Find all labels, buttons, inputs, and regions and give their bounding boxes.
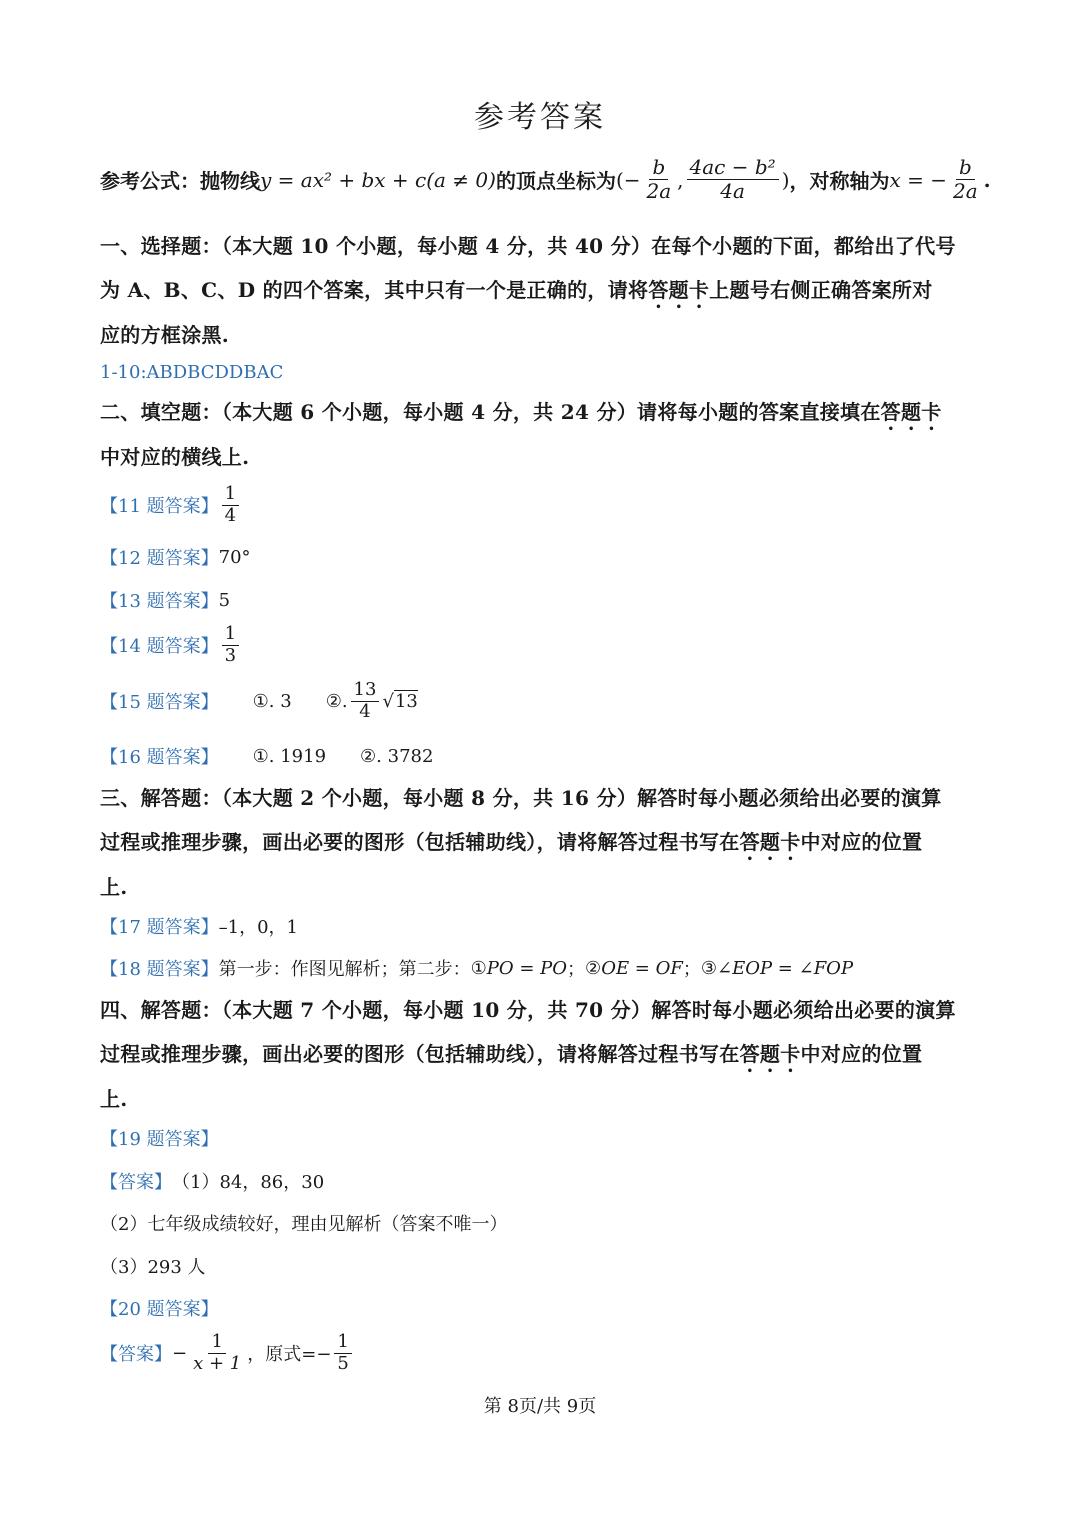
q20-answer-tag: 【答案】	[100, 1344, 172, 1366]
q15-numerator: 13	[351, 680, 380, 702]
q11-fraction	[222, 484, 239, 526]
formula-text-1: 抛物线	[200, 169, 260, 193]
q15-denominator: 4	[359, 700, 371, 722]
q18-text: 第一步：作图见解析；第二步：	[218, 959, 471, 980]
q15-answer-2-label: ②.	[325, 690, 348, 712]
reference-formula	[100, 155, 991, 203]
answer-q19-part-3	[100, 1253, 985, 1279]
q15-root-sign: √	[382, 690, 394, 712]
section-1-line-2	[100, 268, 985, 313]
q11-denominator: 4	[224, 504, 237, 526]
q19-part-1-text: （1）84，86，30	[172, 1172, 325, 1193]
answer-q18	[100, 955, 985, 981]
q19-part-2-text: （2）七年级成绩较好，理由见解析（答案不唯一）	[100, 1214, 508, 1235]
q12-tag: 【12 题答案】	[100, 548, 219, 569]
q15-radicand: 13	[394, 691, 418, 713]
q18-circle-2: ②	[585, 957, 602, 979]
q20-fraction	[190, 1332, 244, 1374]
answer-q17	[100, 913, 985, 939]
section-2-line-2: 中对应的横线上.	[100, 445, 250, 469]
answer-q19-header	[100, 1125, 985, 1151]
answer-q20-header	[100, 1295, 985, 1321]
q11-numerator: 1	[222, 484, 239, 506]
section-3-heading	[100, 776, 985, 909]
answer-q16	[100, 743, 985, 769]
section-4-line-2b: 中对应的位置	[800, 1042, 923, 1066]
q13-tag: 【13 题答案】	[100, 591, 219, 612]
answer-q14	[100, 624, 985, 666]
section-1-heading	[100, 224, 985, 357]
section-3-line-2b: 中对应的位置	[800, 830, 923, 854]
q16-answer-2: ②. 3782	[360, 745, 434, 767]
section-2-line-1	[100, 390, 985, 435]
q18-circle-1: ①	[470, 957, 487, 979]
q20-result-fraction	[334, 1332, 351, 1374]
vertex-close: )	[781, 167, 790, 192]
q18-eq-3: ∠EOP = ∠FOP	[717, 957, 854, 979]
q20-result-numerator: 1	[334, 1332, 351, 1354]
parabola-equation: y = ax² + bx + c(a ≠ 0)	[260, 167, 496, 192]
q18-eq-1: PO = PO	[486, 957, 568, 979]
axis-denominator: 2a	[953, 179, 978, 203]
formula-text-3: ，对称轴为	[789, 169, 890, 193]
vertex-comma: ,	[677, 167, 684, 192]
section-2-heading	[100, 390, 985, 479]
q20-neg: −	[172, 1342, 188, 1364]
q17-tag: 【17 题答案】	[100, 917, 219, 938]
section-3-line-3: 上.	[100, 875, 128, 899]
vertex-x-fraction	[644, 156, 675, 203]
vertex-x-denominator: 2a	[646, 179, 672, 203]
q14-tag: 【14 题答案】	[100, 636, 219, 658]
q19-answer-tag: 【答案】	[100, 1172, 172, 1193]
q15-fraction	[351, 680, 380, 722]
vertex-y-numerator: 4ac − b²	[687, 156, 779, 180]
section-1-line-3: 应的方框涂黑.	[100, 323, 230, 347]
formula-text-2: 的顶点坐标为	[495, 169, 616, 193]
answer-q19-part-2	[100, 1210, 985, 1236]
q13-answer: 5	[218, 589, 231, 611]
vertex-y-fraction	[687, 156, 779, 203]
section-4-line-3: 上.	[100, 1087, 128, 1111]
page-footer: 第 8页/共 9页	[483, 1396, 597, 1417]
axis-fraction	[950, 156, 981, 203]
vertex-y-denominator: 4a	[720, 179, 745, 203]
formula-end: .	[983, 167, 991, 192]
q18-sep-2: ；	[682, 959, 701, 980]
formula-label: 参考公式：	[100, 169, 200, 193]
q19-tag: 【19 题答案】	[100, 1129, 219, 1150]
answer-card-emphasis: 答题卡	[880, 400, 942, 424]
axis-numerator: b	[956, 156, 975, 180]
page-title: 参考答案	[474, 100, 606, 135]
answer-q15	[100, 680, 985, 722]
q19-part-3-text: （3）293 人	[100, 1257, 206, 1278]
vertex-open: (−	[615, 167, 641, 192]
answer-q19-part-1	[100, 1168, 985, 1194]
q15-tag: 【15 题答案】	[100, 692, 219, 714]
axis-equation: x = −	[889, 167, 948, 192]
q11-tag: 【11 题答案】	[100, 496, 219, 518]
section-4-heading	[100, 988, 985, 1121]
section-3-line-2a: 过程或推理步骤，画出必要的图形（包括辅助线），请将解答过程书写在	[100, 830, 740, 854]
section-1-line-2b: 上题号右侧正确答案所对	[709, 278, 933, 302]
answer-q12	[100, 544, 985, 570]
section-4-line-1: 四、解答题：（本大题 7 个小题，每小题 10 分，共 70 分）解答时每小题必须给出必要的演算	[100, 998, 956, 1022]
q16-tag: 【16 题答案】	[100, 747, 219, 768]
q14-fraction	[222, 624, 239, 666]
answer-q13	[100, 587, 985, 613]
q14-denominator: 3	[224, 644, 237, 666]
vertex-x-numerator: b	[649, 156, 668, 180]
section-4-line-2a: 过程或推理步骤，画出必要的图形（包括辅助线），请将解答过程书写在	[100, 1042, 740, 1066]
q20-mid-text: ，原式=−	[247, 1344, 332, 1366]
section-1-line-1: 一、选择题：（本大题 10 个小题，每小题 4 分，共 40 分）在每个小题的下面，都给出了代号	[100, 234, 956, 258]
answer-card-emphasis: 答题卡	[648, 278, 710, 302]
q20-tag: 【20 题答案】	[100, 1299, 219, 1320]
q16-answer-1: ①. 1919	[252, 745, 327, 767]
section-2-line-1a: 二、填空题：（本大题 6 个小题，每小题 4 分，共 24 分）请将每小题的答案直接填在	[100, 400, 881, 424]
q18-circle-3: ③	[700, 957, 717, 979]
q20-result-denominator: 5	[337, 1352, 349, 1374]
q18-eq-2: OE = OF	[601, 957, 683, 979]
answer-q11	[100, 484, 985, 526]
answer-card-emphasis: 答题卡	[739, 1042, 801, 1066]
q20-numerator: 1	[208, 1332, 225, 1354]
q18-tag: 【18 题答案】	[100, 959, 219, 980]
section-1-line-2a: 为 A、B、C、D 的四个答案，其中只有一个是正确的，请将	[100, 278, 649, 302]
q18-sep-1: ；	[567, 959, 586, 980]
multiple-choice-answers: 1-10:ABDBCDDBAC	[100, 362, 284, 383]
answer-q20-body	[100, 1332, 985, 1374]
q14-numerator: 1	[222, 624, 239, 646]
section-3-line-2	[100, 820, 985, 865]
q17-answer: –1，0，1	[218, 917, 298, 938]
section-4-line-2	[100, 1032, 985, 1077]
q15-answer-1: ①. 3	[252, 690, 292, 712]
q20-denominator: x + 1	[193, 1352, 242, 1374]
section-3-line-1: 三、解答题：（本大题 2 个小题，每小题 8 分，共 16 分）解答时每小题必须给出必要的演算	[100, 786, 942, 810]
answer-card-emphasis: 答题卡	[739, 830, 801, 854]
q12-answer: 70°	[218, 546, 251, 568]
